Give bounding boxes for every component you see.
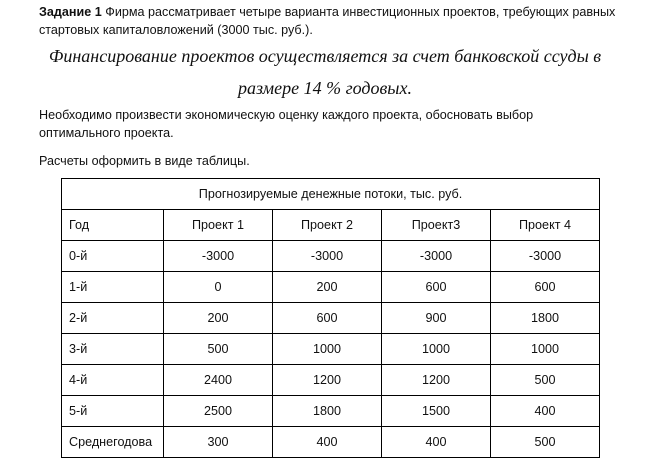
cell-project-2: 1800	[273, 396, 382, 427]
table-note: Расчеты оформить в виде таблицы.	[39, 154, 250, 168]
cell-project-1: 200	[164, 303, 273, 334]
cell-project-1: 300	[164, 427, 273, 458]
table-title: Прогнозируемые денежные потоки, тыс. руб.	[62, 179, 600, 210]
table-row	[62, 303, 600, 334]
table-row	[62, 396, 600, 427]
cell-project-3: 1200	[382, 365, 491, 396]
instruction-line-2: оптимального проекта.	[39, 126, 174, 140]
row-year: Среднегодова	[62, 427, 164, 458]
task-text-line-1: Фирма рассматривает четыре варианта инвестиционных проектов, требующих равных	[101, 5, 616, 19]
cell-project-3: 400	[382, 427, 491, 458]
instruction-paragraph	[39, 106, 639, 142]
header-project-4: Проект 4	[491, 210, 600, 241]
instruction-line-1: Необходимо произвести экономическую оценку каждого проекта, обосновать выбор	[39, 108, 534, 122]
cell-project-1: 500	[164, 334, 273, 365]
task-statement	[39, 3, 639, 39]
cash-flow-table	[61, 178, 600, 458]
cell-project-4: 500	[491, 365, 600, 396]
cell-project-1: -3000	[164, 241, 273, 272]
header-project-1: Проект 1	[164, 210, 273, 241]
cell-project-4: 400	[491, 396, 600, 427]
row-year: 2-й	[62, 303, 164, 334]
cell-project-3: 900	[382, 303, 491, 334]
cell-project-2: 400	[273, 427, 382, 458]
cell-project-3: -3000	[382, 241, 491, 272]
cell-project-3: 1000	[382, 334, 491, 365]
cell-project-2: 1200	[273, 365, 382, 396]
task-text-line-2: стартовых капиталовложений (3000 тыс. руб.).	[39, 23, 313, 37]
cell-project-4: 500	[491, 427, 600, 458]
row-year: 5-й	[62, 396, 164, 427]
cell-project-1: 0	[164, 272, 273, 303]
cell-project-4: 1800	[491, 303, 600, 334]
table-row	[62, 427, 600, 458]
cell-project-1: 2500	[164, 396, 273, 427]
cell-project-4: 600	[491, 272, 600, 303]
row-year: 4-й	[62, 365, 164, 396]
cell-project-2: 200	[273, 272, 382, 303]
cell-project-4: -3000	[491, 241, 600, 272]
cell-project-2: 1000	[273, 334, 382, 365]
header-project-2: Проект 2	[273, 210, 382, 241]
cell-project-2: -3000	[273, 241, 382, 272]
cell-project-2: 600	[273, 303, 382, 334]
table-title-row	[62, 179, 600, 210]
row-year: 1-й	[62, 272, 164, 303]
row-year: 0-й	[62, 241, 164, 272]
table-row	[62, 334, 600, 365]
cell-project-1: 2400	[164, 365, 273, 396]
financing-line-2: размере 14 % годовых.	[238, 78, 412, 98]
cell-project-4: 1000	[491, 334, 600, 365]
cell-project-3: 600	[382, 272, 491, 303]
financing-line-1: Финансирование проектов осуществляется за счет банковской ссуды в	[48, 46, 602, 66]
row-year: 3-й	[62, 334, 164, 365]
cell-project-3: 1500	[382, 396, 491, 427]
table-row	[62, 365, 600, 396]
task-label: Задание 1	[39, 5, 102, 19]
table-row	[62, 241, 600, 272]
table-row	[62, 272, 600, 303]
header-project-3: Проект3	[382, 210, 491, 241]
table-header-row	[62, 210, 600, 241]
header-year: Год	[62, 210, 164, 241]
